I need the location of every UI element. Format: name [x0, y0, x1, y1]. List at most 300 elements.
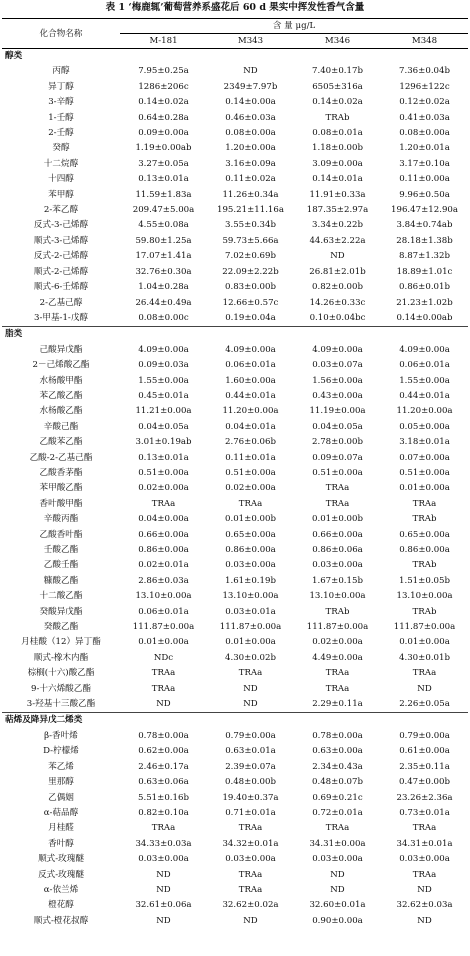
compound-name: 1-壬醇	[48, 112, 74, 123]
compound-name: α-萜品醇	[43, 807, 79, 818]
content-cell: 32.62±0.03a	[396, 900, 453, 911]
section-title: 醇类	[5, 51, 23, 61]
compound-name: 顺式-2-己烯醇	[33, 266, 89, 277]
table-row	[2, 666, 468, 681]
table-row	[2, 821, 468, 836]
content-cell: 0.48±0.07b	[312, 777, 363, 788]
compound-name: 异丁醇	[48, 81, 74, 92]
content-cell: 0.44±0.01a	[399, 390, 450, 401]
content-cell: 0.03±0.00a	[225, 854, 276, 865]
content-cell: 0.11±0.00a	[399, 174, 450, 185]
compound-name: 月桂酸（12）异丁酯	[21, 637, 101, 648]
compound-name: 乙酸苯乙酯	[39, 437, 83, 448]
content-cell: 195.21±11.16a	[217, 205, 284, 216]
content-cell: 0.82±0.00b	[312, 282, 363, 293]
compound-name: 9-十六烯酸乙酯	[31, 683, 91, 694]
content-cell: 0.51±0.00a	[138, 467, 189, 478]
content-cell: ND	[243, 699, 258, 710]
section-row	[2, 327, 468, 343]
table-row	[2, 744, 468, 759]
content-cell: TRAb	[412, 560, 437, 571]
content-cell: 4.30±0.02b	[225, 652, 276, 663]
compound-name: 顺式-橡木内酯	[33, 652, 89, 663]
content-cell: 22.09±2.22b	[222, 266, 279, 277]
content-cell: 0.14±0.02a	[138, 97, 189, 108]
compound-name: 苯甲酸乙酯	[39, 483, 83, 494]
content-cell: 13.10±0.00a	[135, 591, 192, 602]
content-cell: 1.55±0.00a	[138, 375, 189, 386]
content-cell: TRAa	[151, 823, 176, 834]
table-row	[2, 218, 468, 233]
content-cell: 4.09±0.00a	[399, 344, 450, 355]
content-cell: 0.73±0.01a	[399, 807, 450, 818]
table-row	[2, 574, 468, 589]
content-cell: 0.82±0.10a	[138, 807, 189, 818]
compound-name: 苯乙酸乙酯	[39, 390, 83, 401]
content-cell: 7.95±0.25a	[138, 66, 189, 77]
content-cell: 32.61±0.06a	[135, 900, 192, 911]
content-cell: 4.09±0.00a	[225, 344, 276, 355]
section-title: 萜烯及降异戊二烯类	[2, 713, 468, 729]
content-cell: 11.19±0.00a	[309, 406, 366, 417]
table-row	[2, 914, 468, 929]
compound-name: 十二烷醇	[43, 158, 79, 169]
content-cell: 59.80±1.25a	[135, 235, 192, 246]
compound-name: 顺式-玫瑰醚	[38, 854, 84, 865]
content-cell: 3.18±0.01a	[399, 437, 450, 448]
content-cell: 34.31±0.01a	[396, 838, 453, 849]
content-cell: TRAa	[151, 668, 176, 679]
content-cell: 0.11±0.01a	[225, 452, 276, 463]
content-cell: 0.11±0.02a	[225, 174, 276, 185]
table-row	[2, 234, 468, 249]
content-cell: 209.47±5.00a	[132, 205, 195, 216]
content-cell: 4.09±0.00a	[138, 344, 189, 355]
content-cell: 2349±7.97b	[223, 81, 278, 92]
table-row	[2, 729, 468, 744]
content-cell: 0.14±0.00ab	[396, 312, 453, 323]
content-cell: 14.26±0.33c	[309, 297, 366, 308]
content-cell: ND	[417, 915, 432, 926]
content-cell: 0.62±0.00a	[138, 746, 189, 757]
compound-name: 乙酸香茅酯	[39, 467, 83, 478]
compound-name: 反式-玫瑰醚	[38, 869, 84, 880]
content-cell: 0.44±0.01a	[225, 390, 276, 401]
compound-name: 乙酸香叶酯	[39, 529, 83, 540]
table-row	[2, 635, 468, 650]
content-cell: TRAa	[325, 823, 350, 834]
table-row	[2, 157, 468, 172]
content-cell: ND	[417, 884, 432, 895]
table-row	[2, 651, 468, 666]
content-cell: 26.81±2.01b	[309, 266, 366, 277]
content-cell: 0.05±0.00a	[399, 421, 450, 432]
content-cell: 3.55±0.34b	[225, 220, 276, 231]
table-row	[2, 466, 468, 481]
content-cell: 0.45±0.01a	[138, 390, 189, 401]
table-row	[2, 358, 468, 373]
sample-header: M343	[207, 34, 294, 49]
content-cell: 0.41±0.03a	[399, 112, 450, 123]
content-cell: 0.06±0.01a	[399, 360, 450, 371]
compound-name: 丙醇	[52, 66, 70, 77]
content-cell: 3.09±0.00a	[312, 158, 363, 169]
content-cell: TRAa	[325, 483, 350, 494]
content-cell: 0.51±0.00a	[399, 467, 450, 478]
sample-header: M-181	[120, 34, 207, 49]
content-cell: 11.59±1.83a	[135, 189, 192, 200]
content-cell: 0.02±0.00a	[312, 637, 363, 648]
table-row	[2, 760, 468, 775]
table-row	[2, 111, 468, 126]
content-cell: ND	[330, 869, 345, 880]
content-cell: TRAa	[238, 869, 263, 880]
compound-name: 壬酸乙酯	[43, 545, 79, 555]
content-cell: 0.69±0.21c	[312, 792, 363, 803]
compound-name: 2-苯乙醇	[43, 205, 79, 216]
content-cell: 1.56±0.00a	[312, 375, 363, 386]
content-cell: 13.10±0.00a	[396, 591, 453, 602]
content-cell: 1.20±0.01a	[399, 143, 450, 154]
content-cell: 0.03±0.00a	[138, 854, 189, 865]
content-cell: 0.78±0.00a	[312, 730, 363, 741]
content-cell: 19.40±0.37a	[222, 792, 279, 803]
content-cell: TRAa	[325, 498, 350, 509]
content-cell: ND	[417, 683, 432, 694]
content-cell: 11.21±0.00a	[135, 406, 192, 417]
compound-name: 己酸异戊酯	[39, 344, 83, 355]
content-cell: TRAa	[151, 683, 176, 694]
content-cell: 0.04±0.01a	[225, 421, 276, 432]
content-cell: 0.12±0.02a	[399, 97, 450, 108]
content-cell: 0.09±0.00a	[138, 128, 189, 139]
content-cell: 11.91±0.33a	[309, 189, 366, 200]
table-caption: 表 1 ‘梅鹿辄’葡萄营养系盛花后 60 d 果实中挥发性香气含量	[105, 2, 365, 13]
content-cell: 0.03±0.00a	[312, 854, 363, 865]
content-cell: TRAa	[325, 668, 350, 679]
content-cell: 7.40±0.17b	[312, 66, 363, 77]
content-cell: TRAa	[412, 498, 437, 509]
compound-name: 乙酸-2-乙基己酯	[29, 452, 93, 463]
content-cell: 0.78±0.00a	[138, 730, 189, 741]
content-cell: 0.06±0.01a	[225, 360, 276, 371]
compound-name: D-柠檬烯	[43, 746, 79, 757]
content-cell: ND	[330, 884, 345, 895]
content-cell: TRAa	[325, 683, 350, 694]
content-cell: 0.01±0.00a	[225, 637, 276, 648]
content-cell: 0.79±0.00a	[399, 730, 450, 741]
content-cell: TRAb	[325, 112, 350, 123]
content-cell: 32.76±0.30a	[135, 266, 192, 277]
compound-name: 水杨酸乙酯	[39, 406, 83, 417]
content-cell: 6505±316a	[312, 81, 363, 92]
table-row	[2, 775, 468, 790]
content-cell: 2.39±0.07a	[225, 761, 276, 772]
content-cell: 3.84±0.74ab	[396, 220, 453, 231]
content-cell: 1.51±0.05b	[399, 575, 450, 586]
content-cell: 3.16±0.09a	[225, 158, 276, 169]
content-cell: 0.46±0.03a	[225, 112, 276, 123]
content-cell: 0.86±0.00a	[138, 545, 189, 555]
content-cell: 0.65±0.00a	[225, 529, 276, 540]
table-row	[2, 265, 468, 280]
content-cell: 0.06±0.01a	[138, 606, 189, 617]
content-cell: 0.65±0.00a	[399, 529, 450, 540]
compound-name: 癸酸乙酯	[43, 622, 79, 633]
compound-name: 辛酸丙酯	[43, 514, 79, 525]
content-cell: 0.43±0.00a	[312, 390, 363, 401]
sample-header: M348	[381, 34, 468, 49]
content-cell: 0.08±0.00a	[399, 128, 450, 139]
content-cell: 2.34±0.43a	[312, 761, 363, 772]
content-cell: 2.35±0.11a	[399, 761, 450, 772]
content-cell: ND	[156, 699, 171, 710]
content-cell: TRAa	[151, 498, 176, 509]
content-cell: 0.63±0.00a	[312, 746, 363, 757]
content-cell: 0.51±0.00a	[225, 467, 276, 478]
aroma-table	[2, 18, 468, 929]
content-cell: 0.86±0.00a	[225, 545, 276, 555]
content-cell: 11.20±0.00a	[396, 406, 453, 417]
content-cell: 12.66±0.57c	[222, 297, 279, 308]
content-cell: 3.34±0.22b	[312, 220, 363, 231]
content-cell: 111.87±0.00a	[219, 622, 282, 633]
content-cell: 0.08±0.01a	[312, 128, 363, 139]
content-cell: 1.67±0.15b	[312, 575, 363, 586]
compound-name: 苯甲醇	[48, 189, 74, 200]
content-cell: 0.14±0.02a	[312, 97, 363, 108]
table-row	[2, 451, 468, 466]
content-cell: 0.86±0.01b	[399, 282, 450, 293]
content-cell: 17.07±1.41a	[135, 251, 192, 262]
content-cell: 11.26±0.34a	[222, 189, 279, 200]
content-cell: 0.01±0.00a	[399, 483, 450, 494]
compound-name: 乙偶姻	[48, 792, 74, 803]
content-cell: 1.55±0.00a	[399, 375, 450, 386]
content-cell: 0.03±0.00a	[399, 854, 450, 865]
compound-name: 反式-2-己烯醇	[33, 251, 89, 262]
content-cell: ND	[243, 915, 258, 926]
compound-header: 化合物名称	[2, 19, 120, 49]
table-row	[2, 497, 468, 512]
content-cell: 0.19±0.04a	[225, 312, 276, 323]
content-cell: 21.23±1.02b	[396, 297, 453, 308]
content-cell: 18.89±1.01c	[396, 266, 453, 277]
table-row	[2, 682, 468, 697]
table-row	[2, 311, 468, 327]
content-cell: 34.32±0.01a	[222, 838, 279, 849]
content-cell: 28.18±1.38b	[396, 235, 453, 246]
compound-name: 反式-3-己烯醇	[33, 220, 89, 231]
content-cell: 0.01±0.00a	[138, 637, 189, 648]
table-row	[2, 435, 468, 450]
compound-name: 癸酸异戊酯	[39, 606, 83, 617]
compound-name: 2-乙基己醇	[39, 297, 83, 308]
content-cell: 7.02±0.69b	[225, 251, 276, 262]
content-cell: 1.18±0.00b	[312, 143, 363, 154]
content-cell: 2.29±0.11a	[312, 699, 363, 710]
content-cell: 0.08±0.00a	[225, 128, 276, 139]
content-cell: 0.04±0.05a	[138, 421, 189, 432]
compound-name: 里那醇	[48, 777, 74, 788]
content-cell: 0.48±0.00b	[225, 777, 276, 788]
compound-name: 乙酸壬酯	[43, 560, 79, 571]
content-cell: 0.83±0.00b	[225, 282, 276, 293]
section-row	[2, 713, 468, 729]
content-cell: 4.30±0.01b	[399, 652, 450, 663]
content-cell: 32.60±0.01a	[309, 900, 366, 911]
content-cell: 0.86±0.00a	[399, 545, 450, 555]
content-cell: 0.72±0.01a	[312, 807, 363, 818]
content-cell: 1.20±0.00a	[225, 143, 276, 154]
unit-header: 含 量 μg/L	[120, 19, 468, 34]
content-cell: 1.60±0.00a	[225, 375, 276, 386]
content-cell: 0.64±0.28a	[138, 112, 189, 123]
table-row	[2, 188, 468, 203]
table-row	[2, 280, 468, 295]
table-row	[2, 589, 468, 604]
content-cell: ND	[156, 915, 171, 926]
content-cell: 11.20±0.00a	[222, 406, 279, 417]
content-cell: 3.01±0.19ab	[135, 437, 192, 448]
compound-name: β-香叶烯	[44, 730, 78, 741]
header-row-1	[2, 19, 468, 34]
content-cell: 0.10±0.04bc	[309, 312, 366, 323]
content-cell: 9.96±0.50a	[399, 189, 450, 200]
content-cell: 0.71±0.01a	[225, 807, 276, 818]
content-cell: 3.17±0.10a	[399, 158, 450, 169]
table-row	[2, 620, 468, 635]
table-row	[2, 481, 468, 496]
compound-name: 顺式-3-己烯醇	[33, 235, 89, 246]
content-cell: ND	[243, 66, 258, 77]
content-cell: 0.47±0.00b	[399, 777, 450, 788]
content-cell: 34.31±0.00a	[309, 838, 366, 849]
content-cell: 2.76±0.06b	[225, 437, 276, 448]
content-cell: 0.01±0.00b	[312, 514, 363, 525]
table-row	[2, 605, 468, 620]
content-cell: 187.35±2.97a	[306, 205, 369, 216]
compound-name: 3-辛醇	[48, 97, 74, 108]
content-cell: 0.13±0.01a	[138, 174, 189, 185]
content-cell: 0.90±0.00a	[312, 915, 363, 926]
content-cell: 4.09±0.00a	[312, 344, 363, 355]
content-cell: 1296±122c	[399, 81, 450, 92]
table-row	[2, 898, 468, 913]
compound-name: 棕榈(十六)酸乙酯	[27, 668, 95, 679]
table-row	[2, 512, 468, 527]
table-row	[2, 126, 468, 141]
content-cell: 0.02±0.00a	[138, 483, 189, 494]
content-cell: 7.36±0.04b	[399, 66, 450, 77]
content-cell: 32.62±0.02a	[222, 900, 279, 911]
compound-name: 十二酸乙酯	[39, 591, 83, 602]
content-cell: 0.09±0.07a	[312, 452, 363, 463]
compound-name: 苯乙烯	[48, 761, 74, 772]
content-cell: 2.86±0.03a	[138, 575, 189, 586]
content-cell: 111.87±0.00a	[132, 622, 195, 633]
table-row	[2, 558, 468, 573]
content-cell: 13.10±0.00a	[309, 591, 366, 602]
content-cell: 4.55±0.08a	[138, 220, 189, 231]
compound-name: 香叶醇	[48, 838, 74, 849]
content-cell: 0.51±0.00a	[312, 467, 363, 478]
content-cell: 1.04±0.28a	[138, 282, 189, 293]
compound-name: α-依兰烯	[43, 884, 79, 895]
table-row	[2, 697, 468, 713]
content-cell: 0.03±0.01a	[225, 606, 276, 617]
content-cell: 13.10±0.00a	[222, 591, 279, 602]
content-cell: 0.66±0.00a	[312, 529, 363, 540]
table-row	[2, 249, 468, 264]
compound-name: 3-羟基十三酸乙酯	[26, 699, 96, 710]
compound-name: 2-壬醇	[48, 128, 74, 139]
table-row	[2, 296, 468, 311]
content-cell: 5.51±0.16b	[138, 792, 189, 803]
table-row	[2, 420, 468, 435]
table-row	[2, 543, 468, 558]
content-cell: NDc	[153, 652, 174, 663]
content-cell: 1.61±0.19b	[225, 575, 276, 586]
section-row	[2, 49, 468, 65]
content-cell: 44.63±2.22a	[309, 235, 366, 246]
table-row	[2, 80, 468, 95]
content-cell: 0.79±0.00a	[225, 730, 276, 741]
content-cell: 34.33±0.03a	[135, 838, 192, 849]
content-cell: 111.87±0.00a	[306, 622, 369, 633]
content-cell: TRAa	[412, 668, 437, 679]
compound-name: 糠酸乙酯	[43, 575, 79, 586]
content-cell: 0.03±0.07a	[312, 360, 363, 371]
content-cell: TRAb	[412, 514, 437, 525]
compound-name: 水杨酸甲酯	[39, 375, 83, 386]
content-cell: TRAb	[412, 606, 437, 617]
compound-name: 橙花醇	[48, 900, 74, 911]
content-cell: TRAb	[325, 606, 350, 617]
table-body	[2, 49, 468, 930]
content-cell: TRAa	[238, 498, 263, 509]
content-cell: 196.47±12.90a	[391, 205, 459, 216]
table-row	[2, 95, 468, 110]
content-cell: 2.46±0.17a	[138, 761, 189, 772]
compound-name: 3-甲基-1-戊醇	[33, 312, 89, 323]
table-row	[2, 389, 468, 404]
content-cell: 0.02±0.01a	[138, 560, 189, 571]
content-cell: 0.04±0.00a	[138, 514, 189, 525]
content-cell: 0.03±0.00a	[225, 560, 276, 571]
content-cell: 0.14±0.00a	[225, 97, 276, 108]
table-row	[2, 203, 468, 218]
compound-name: 顺式-橙花叔醇	[33, 915, 89, 926]
table-row	[2, 172, 468, 187]
table-row	[2, 852, 468, 867]
content-cell: 2.78±0.00b	[312, 437, 363, 448]
content-cell: 0.86±0.06a	[312, 545, 363, 555]
content-cell: 111.87±0.00a	[393, 622, 456, 633]
content-cell: 1.19±0.00ab	[135, 143, 192, 154]
content-cell: 3.27±0.05a	[138, 158, 189, 169]
content-cell: 0.61±0.00a	[399, 746, 450, 757]
content-cell: 0.63±0.06a	[138, 777, 189, 788]
content-cell: 8.87±1.32b	[399, 251, 450, 262]
content-cell: 26.44±0.49a	[135, 297, 192, 308]
content-cell: 4.49±0.00a	[312, 652, 363, 663]
content-cell: ND	[156, 884, 171, 895]
table-row	[2, 64, 468, 79]
content-cell: 23.26±2.36a	[396, 792, 453, 803]
content-cell: 0.04±0.05a	[312, 421, 363, 432]
content-cell: 1286±206c	[138, 81, 189, 92]
